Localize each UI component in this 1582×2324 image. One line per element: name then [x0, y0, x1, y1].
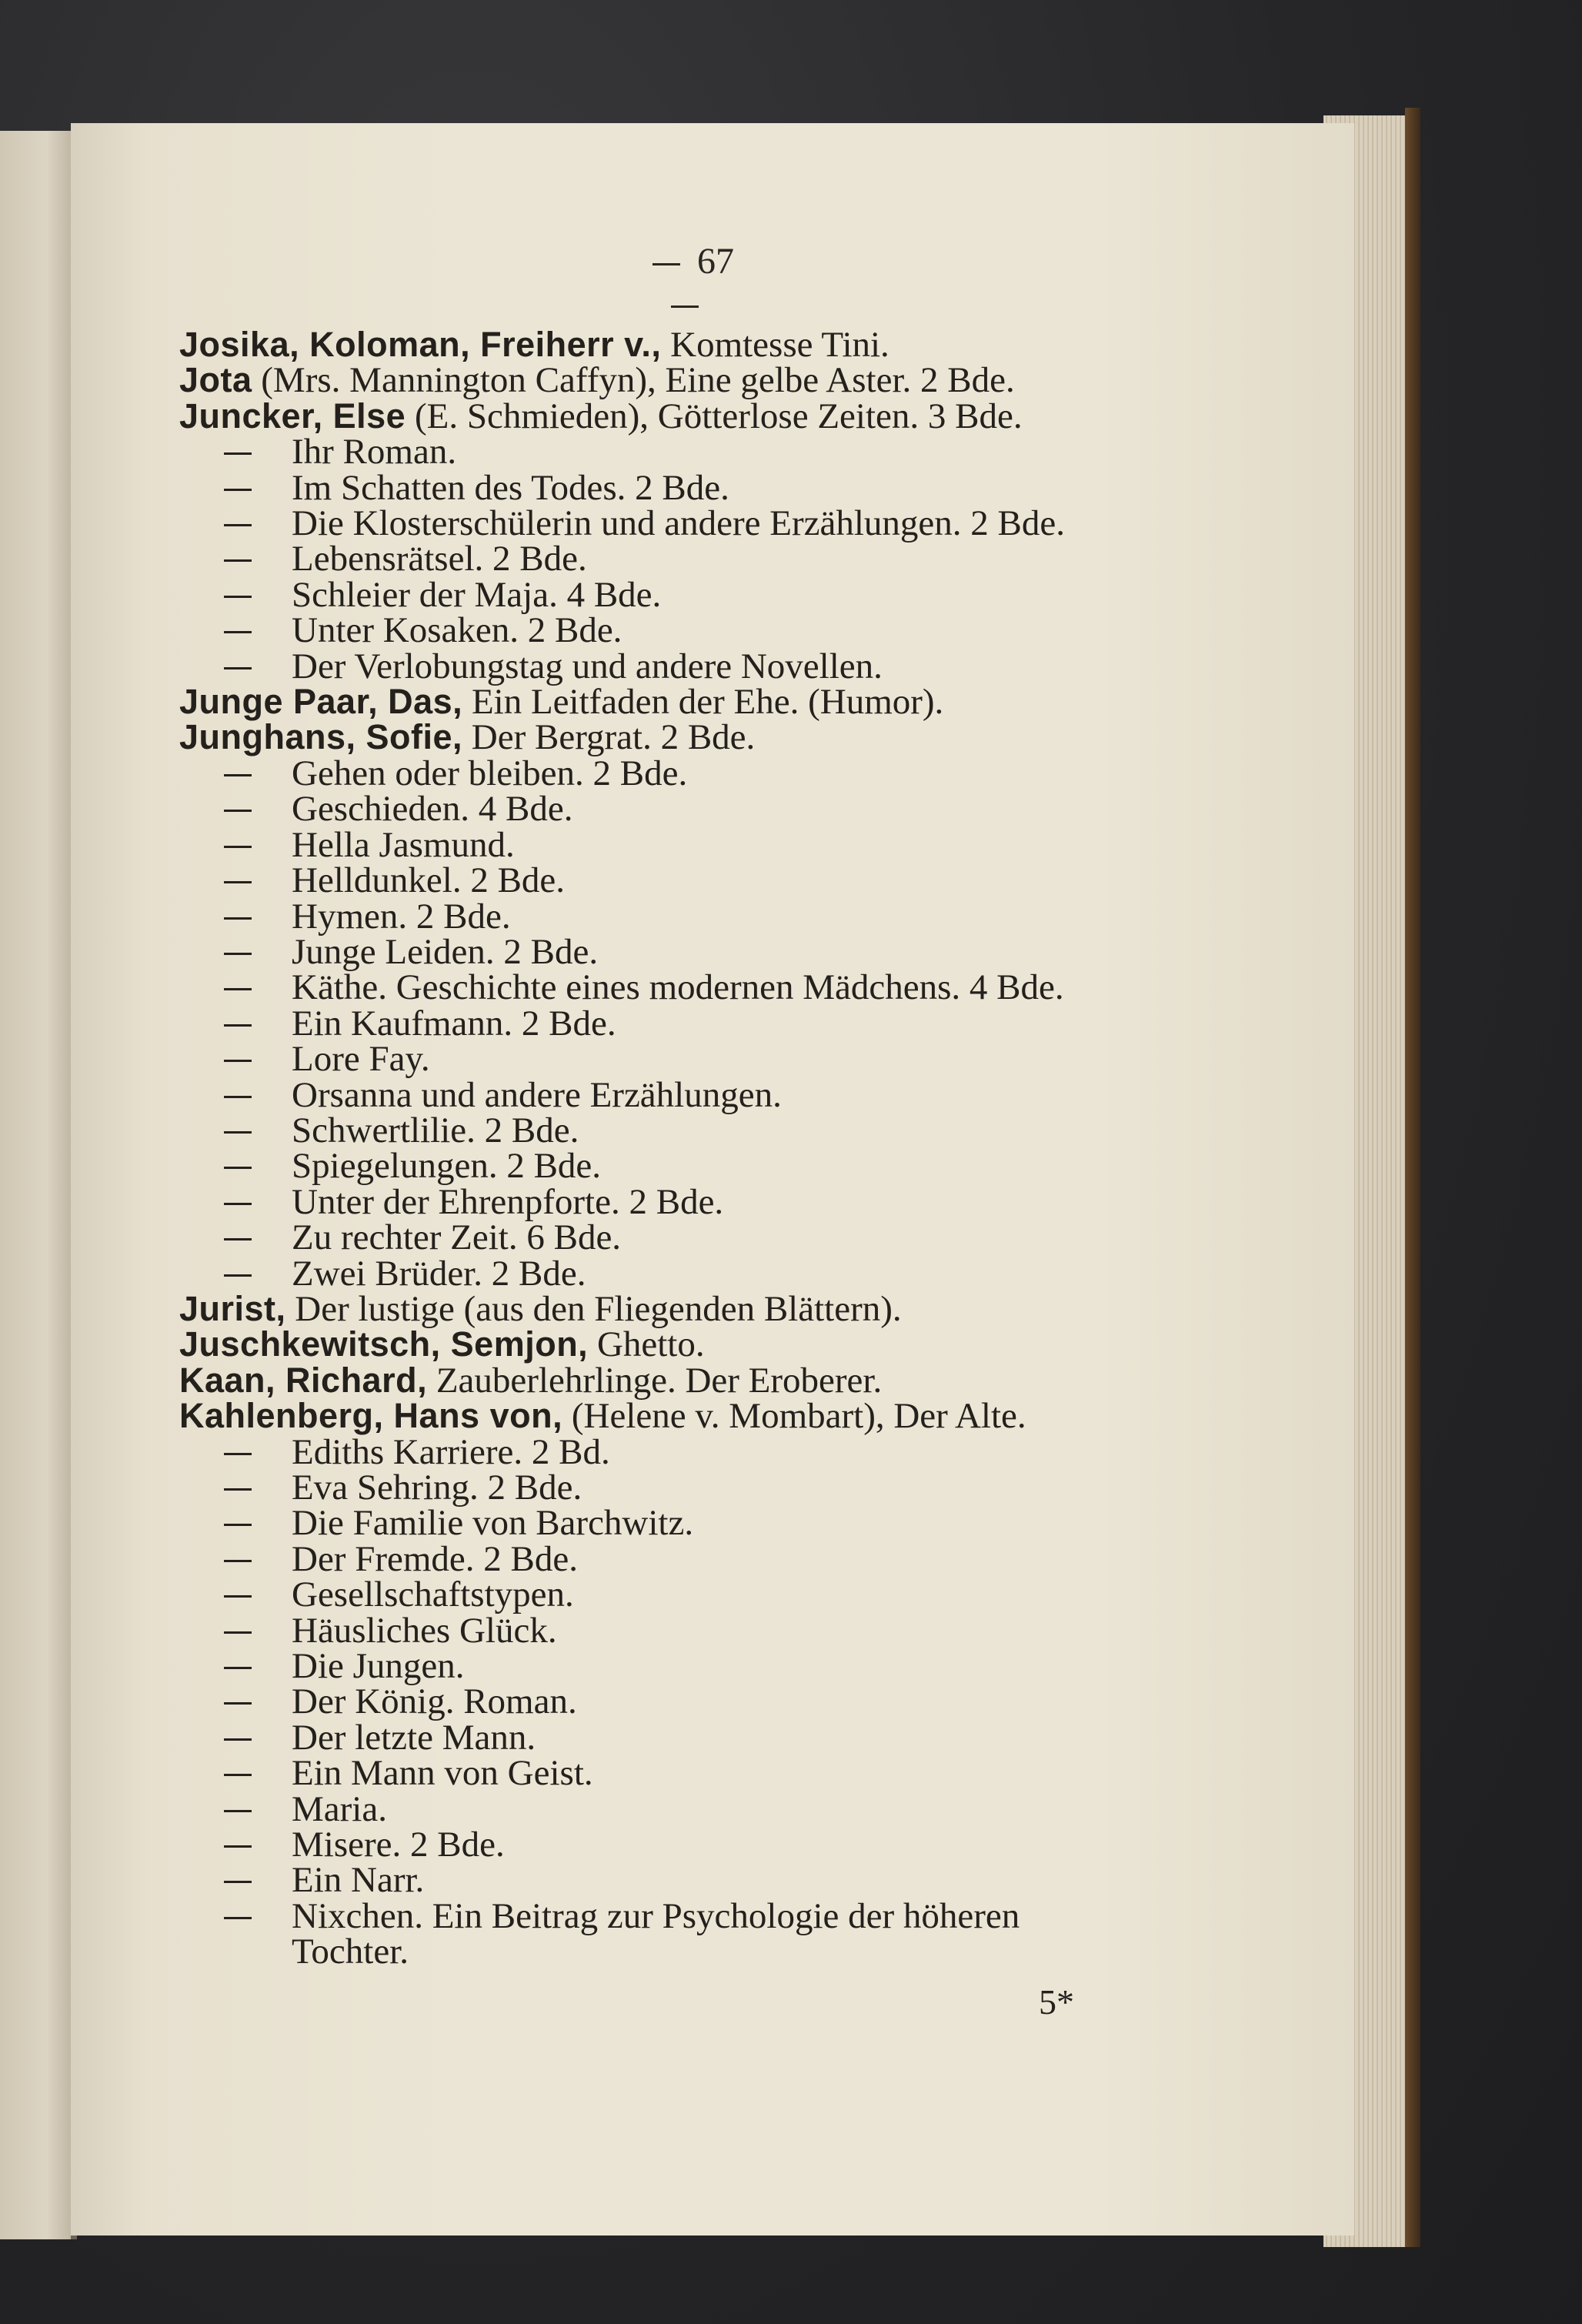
title-entry [179, 432, 1241, 472]
author-name: Kaan, Richard, [179, 1360, 428, 1400]
title-entry [179, 1717, 1241, 1758]
entry-title: Helldunkel. 2 Bde. [292, 860, 566, 901]
entry-title: Zwei Brüder. 2 Bde. [292, 1253, 586, 1294]
entry-title: Misere. 2 Bde. [292, 1825, 505, 1865]
ditto-dash [224, 917, 252, 920]
entry-title: Im Schatten des Todes. 2 Bde. [292, 467, 729, 508]
ditto-dash [224, 774, 252, 776]
entry-title: Der König. Roman. [292, 1681, 577, 1722]
entry-title: Orsanna und andere Erzählungen. [292, 1074, 782, 1115]
entry-title: Junge Leiden. 2 Bde. [292, 931, 599, 972]
ditto-dash [224, 1881, 252, 1883]
title-entry [179, 896, 1241, 937]
author-name: Juschkewitsch, Semjon, [179, 1324, 589, 1364]
title-entry [179, 1646, 1241, 1687]
entry-title: Unter Kosaken. 2 Bde. [292, 610, 622, 651]
author-name: Josika, Koloman, Freiherr v., [179, 325, 662, 364]
entry-title: Der lustige (aus den Fliegenden Blättern). [285, 1288, 902, 1329]
entry-title: Zu rechter Zeit. 6 Bde. [292, 1217, 622, 1258]
entry-title: Häusliches Glück. [292, 1610, 557, 1651]
author-entry [179, 1396, 1241, 1437]
entry-title: Ein Kaufmann. 2 Bde. [292, 1003, 616, 1043]
ditto-dash [224, 1810, 252, 1812]
ditto-dash [224, 953, 252, 955]
title-entry [179, 539, 1241, 579]
ditto-dash [224, 1488, 252, 1491]
entry-title: Schwertlilie. 2 Bde. [292, 1110, 579, 1150]
ditto-dash [224, 1024, 252, 1027]
ditto-dash [224, 1595, 252, 1598]
entry-title: Der Fremde. 2 Bde. [292, 1538, 578, 1579]
entry-title: Ediths Karriere. 2 Bd. [292, 1431, 610, 1472]
title-entry [179, 967, 1241, 1008]
page-number-value: 67 [697, 241, 734, 282]
title-entry [179, 1431, 1241, 1472]
title-entry [179, 1538, 1241, 1579]
catalog-entry-list [179, 327, 1241, 1970]
entry-title: Unter der Ehrenpforte. 2 Bde. [292, 1181, 724, 1222]
title-continuation: Tochter. [292, 1932, 409, 1972]
title-entry [179, 1895, 1241, 1936]
title-entry [179, 1217, 1241, 1258]
title-entry [179, 1146, 1241, 1187]
entry-title: Der Bergrat. 2 Bde. [462, 717, 756, 758]
ditto-dash [224, 1238, 252, 1240]
entry-title: Geschieden. 4 Bde. [292, 789, 573, 830]
entry-title: (E. Schmieden), Götterlose Zeiten. 3 Bde. [406, 396, 1023, 436]
title-entry [179, 646, 1241, 686]
ditto-dash [224, 1917, 252, 1919]
title-entry [179, 1610, 1241, 1651]
title-entry [179, 1574, 1241, 1615]
printer-signature-mark: 5* [1039, 1982, 1074, 2022]
title-entry [179, 574, 1241, 615]
entry-title: Komtesse Tini. [661, 325, 889, 365]
title-entry [179, 467, 1241, 508]
binding-edge [1405, 108, 1420, 2247]
title-entry [179, 1003, 1241, 1043]
entry-title: Käthe. Geschichte eines modernen Mädchens. 4 Bde. [292, 967, 1064, 1008]
author-entry [179, 717, 1241, 758]
title-entry [179, 503, 1241, 544]
page-number [608, 240, 762, 325]
entry-title: Zauberlehrlinge. Der Eroberer. [427, 1360, 883, 1401]
ditto-dash [224, 667, 252, 669]
ditto-dash [224, 1738, 252, 1741]
title-entry [179, 1468, 1241, 1508]
ditto-dash [224, 1631, 252, 1634]
ditto-dash [224, 1274, 252, 1277]
entry-title: Gehen oder bleiben. 2 Bde. [292, 753, 688, 793]
author-name: Junghans, Sofie, [179, 717, 463, 757]
author-entry [179, 325, 1241, 365]
title-entry [179, 1074, 1241, 1115]
ditto-dash [224, 846, 252, 848]
ditto-dash [224, 489, 252, 491]
author-entry [179, 396, 1241, 436]
ditto-dash [224, 881, 252, 883]
entry-title: Hella Jasmund. [292, 824, 515, 865]
title-entry [179, 824, 1241, 865]
ditto-dash [224, 452, 252, 455]
entry-title: Lore Fay. [292, 1039, 430, 1080]
entry-title: Eva Sehring. 2 Bde. [292, 1468, 582, 1508]
author-entry [179, 1324, 1241, 1365]
entry-title: (Mrs. Mannington Caffyn), Eine gelbe Aster. 2 Bde. [252, 360, 1015, 401]
entry-title: Ein Narr. [292, 1860, 425, 1901]
ditto-dash [224, 1167, 252, 1169]
ditto-dash [224, 1060, 252, 1062]
ditto-dash [224, 1845, 252, 1848]
entry-title: Ihr Roman. [292, 432, 457, 472]
entry-title: Ein Leitfaden der Ehe. (Humor). [462, 682, 944, 723]
entry-title: Die Klosterschülerin und andere Erzählungen. 2 Bde. [292, 503, 1065, 544]
ditto-dash [224, 1524, 252, 1526]
title-entry [179, 789, 1241, 830]
title-entry [179, 1181, 1241, 1222]
title-entry [179, 1110, 1241, 1150]
author-entry [179, 682, 1241, 723]
title-entry [179, 1860, 1241, 1901]
title-entry [179, 1681, 1241, 1722]
entry-title: Spiegelungen. 2 Bde. [292, 1146, 602, 1187]
ditto-dash [224, 1131, 252, 1134]
title-entry [179, 753, 1241, 793]
author-entry [179, 360, 1241, 401]
ditto-dash [224, 1096, 252, 1098]
ditto-dash [224, 1560, 252, 1562]
facing-page-edge [0, 131, 77, 2239]
title-entry [179, 610, 1241, 651]
ditto-dash [224, 631, 252, 633]
ditto-dash [224, 559, 252, 562]
entry-title: Der letzte Mann. [292, 1717, 536, 1758]
title-entry [179, 1825, 1241, 1865]
title-entry [179, 931, 1241, 972]
page-number-dash-left [652, 263, 680, 265]
entry-title: Der Verlobungstag und andere Novellen. [292, 646, 883, 686]
author-name: Junge Paar, Das, [179, 682, 463, 722]
author-entry [179, 1360, 1241, 1401]
title-entry [179, 1039, 1241, 1080]
entry-title: Nixchen. Ein Beitrag zur Psychologie der höheren [292, 1895, 1020, 1936]
author-name: Jurist, [179, 1288, 286, 1328]
ditto-dash [224, 1702, 252, 1705]
ditto-dash [224, 1203, 252, 1205]
entry-title: (Helene v. Mombart), Der Alte. [562, 1396, 1026, 1437]
entry-title: Die Familie von Barchwitz. [292, 1503, 694, 1544]
entry-title: Gesellschaftstypen. [292, 1574, 574, 1615]
ditto-dash [224, 988, 252, 990]
ditto-dash [224, 1667, 252, 1669]
title-entry [179, 1503, 1241, 1544]
entry-title: Ghetto. [588, 1324, 705, 1365]
ditto-dash [224, 810, 252, 812]
author-name: Juncker, Else [179, 396, 406, 436]
author-name: Jota [179, 360, 252, 400]
title-entry [179, 860, 1241, 901]
entry-title: Die Jungen. [292, 1646, 465, 1687]
entry-title: Maria. [292, 1788, 387, 1829]
ditto-dash [224, 524, 252, 526]
entry-title: Hymen. 2 Bde. [292, 896, 511, 937]
title-entry [179, 1253, 1241, 1294]
author-name: Kahlenberg, Hans von, [179, 1396, 563, 1436]
title-entry [179, 1788, 1241, 1829]
page-number-dash-right [671, 306, 699, 308]
title-entry [179, 1753, 1241, 1794]
ditto-dash [224, 596, 252, 598]
entry-title: Schleier der Maja. 4 Bde. [292, 574, 662, 615]
ditto-dash [224, 1453, 252, 1455]
entry-title: Lebensrätsel. 2 Bde. [292, 539, 587, 579]
ditto-dash [224, 1774, 252, 1776]
author-entry [179, 1288, 1241, 1329]
entry-title: Ein Mann von Geist. [292, 1753, 593, 1794]
